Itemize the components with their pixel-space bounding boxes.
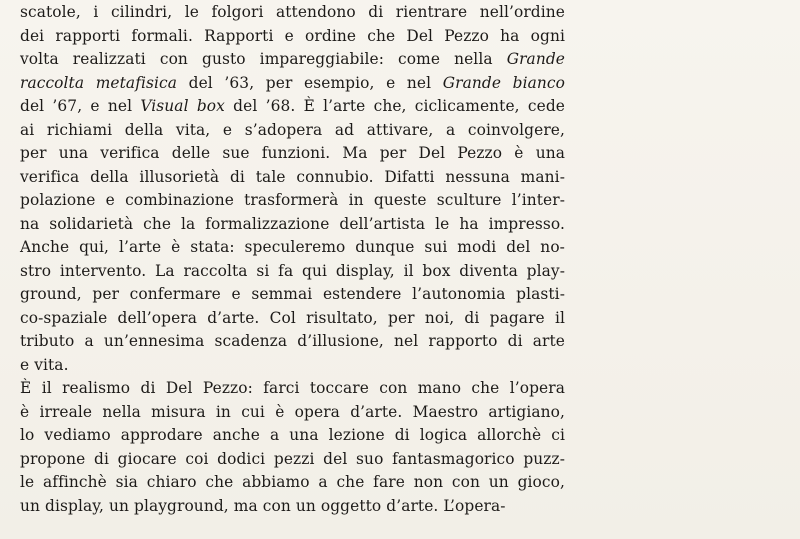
text-line: [20, 401, 565, 425]
italic-title: Visual box: [140, 97, 225, 115]
text-segment: propone di giocare coi dodici pezzi del suo fantasmagorico puzz-: [20, 449, 565, 468]
italic-title: Grande: [506, 50, 565, 68]
text-segment: le affinchè sia chiaro che abbiamo a che fare non con un gioco,: [20, 473, 565, 491]
text-segment: co-spaziale dell’opera d’arte. Col risultato, per noi, di pagare il: [20, 308, 565, 327]
text-line: [20, 119, 565, 143]
italic-title: Grande bianco: [442, 73, 566, 92]
text-segment: per una verifica delle sue funzioni. Ma per Del Pezzo è una: [20, 144, 565, 162]
text-line: [20, 260, 565, 284]
text-line: [20, 236, 565, 260]
text-line: [20, 213, 565, 237]
text-segment: del ’63, per esempio, e nel: [177, 73, 443, 92]
text-line: [20, 354, 565, 378]
text-line: [20, 1, 565, 25]
text-segment: dei rapporti formali. Rapporti e ordine che Del Pezzo ha ogni: [20, 26, 565, 45]
text-line: [20, 495, 565, 519]
text-line: [20, 330, 565, 354]
text-segment: na solidarietà che la formalizzazione dell’artista le ha impresso.: [20, 214, 565, 233]
text-line: [20, 377, 565, 401]
text-segment: lo vediamo approdare anche a una lezione di logica allorchè ci: [20, 426, 565, 444]
text-segment: polazione e combinazione trasformerà in queste sculture l’inter-: [20, 191, 565, 209]
text-segment: scatole, i cilindri, le folgori attendono di rientrare nell’ordine: [20, 3, 565, 21]
text-segment: Anche qui, l’arte è stata: speculeremo dunque sui modi del no-: [20, 238, 565, 256]
text-segment: stro intervento. La raccolta si fa qui display, il box diventa play-: [20, 261, 565, 280]
text-line: [20, 95, 565, 119]
text-line: [20, 283, 565, 307]
text-line: [20, 142, 565, 166]
text-line: [20, 307, 565, 331]
text-segment: e vita.: [20, 355, 69, 374]
text-line: [20, 48, 565, 72]
text-line: [20, 471, 565, 495]
body-text: [20, 1, 565, 518]
text-segment: ground, per confermare e semmai estendere l’autonomia plasti-: [20, 285, 565, 303]
text-segment: del ’67, e nel: [20, 97, 141, 115]
text-line: [20, 424, 565, 448]
text-segment: del ’68. È l’arte che, ciclicamente, cede: [224, 97, 565, 115]
text-line: [20, 166, 565, 190]
text-segment: È il realismo di Del Pezzo: farci toccare con mano che l’opera: [20, 379, 565, 397]
text-line: [20, 448, 565, 472]
text-line: [20, 189, 565, 213]
text-segment: è irreale nella misura in cui è opera d’arte. Maestro artigiano,: [20, 402, 565, 421]
italic-title: raccolta metafisica: [20, 73, 178, 92]
text-segment: tributo a un’ennesima scadenza d’illusione, nel rapporto di arte: [20, 332, 565, 350]
text-segment: volta realizzati con gusto impareggiabile: come nella: [20, 50, 507, 68]
text-line: [20, 25, 565, 49]
text-segment: ai richiami della vita, e s’adopera ad attivare, a coinvolgere,: [20, 120, 565, 139]
text-segment: un display, un playground, ma con un oggetto d’arte. L’opera-: [20, 496, 506, 515]
text-line: [20, 72, 565, 96]
text-segment: verifica della illusorietà di tale connubio. Difatti nessuna mani-: [20, 167, 565, 186]
